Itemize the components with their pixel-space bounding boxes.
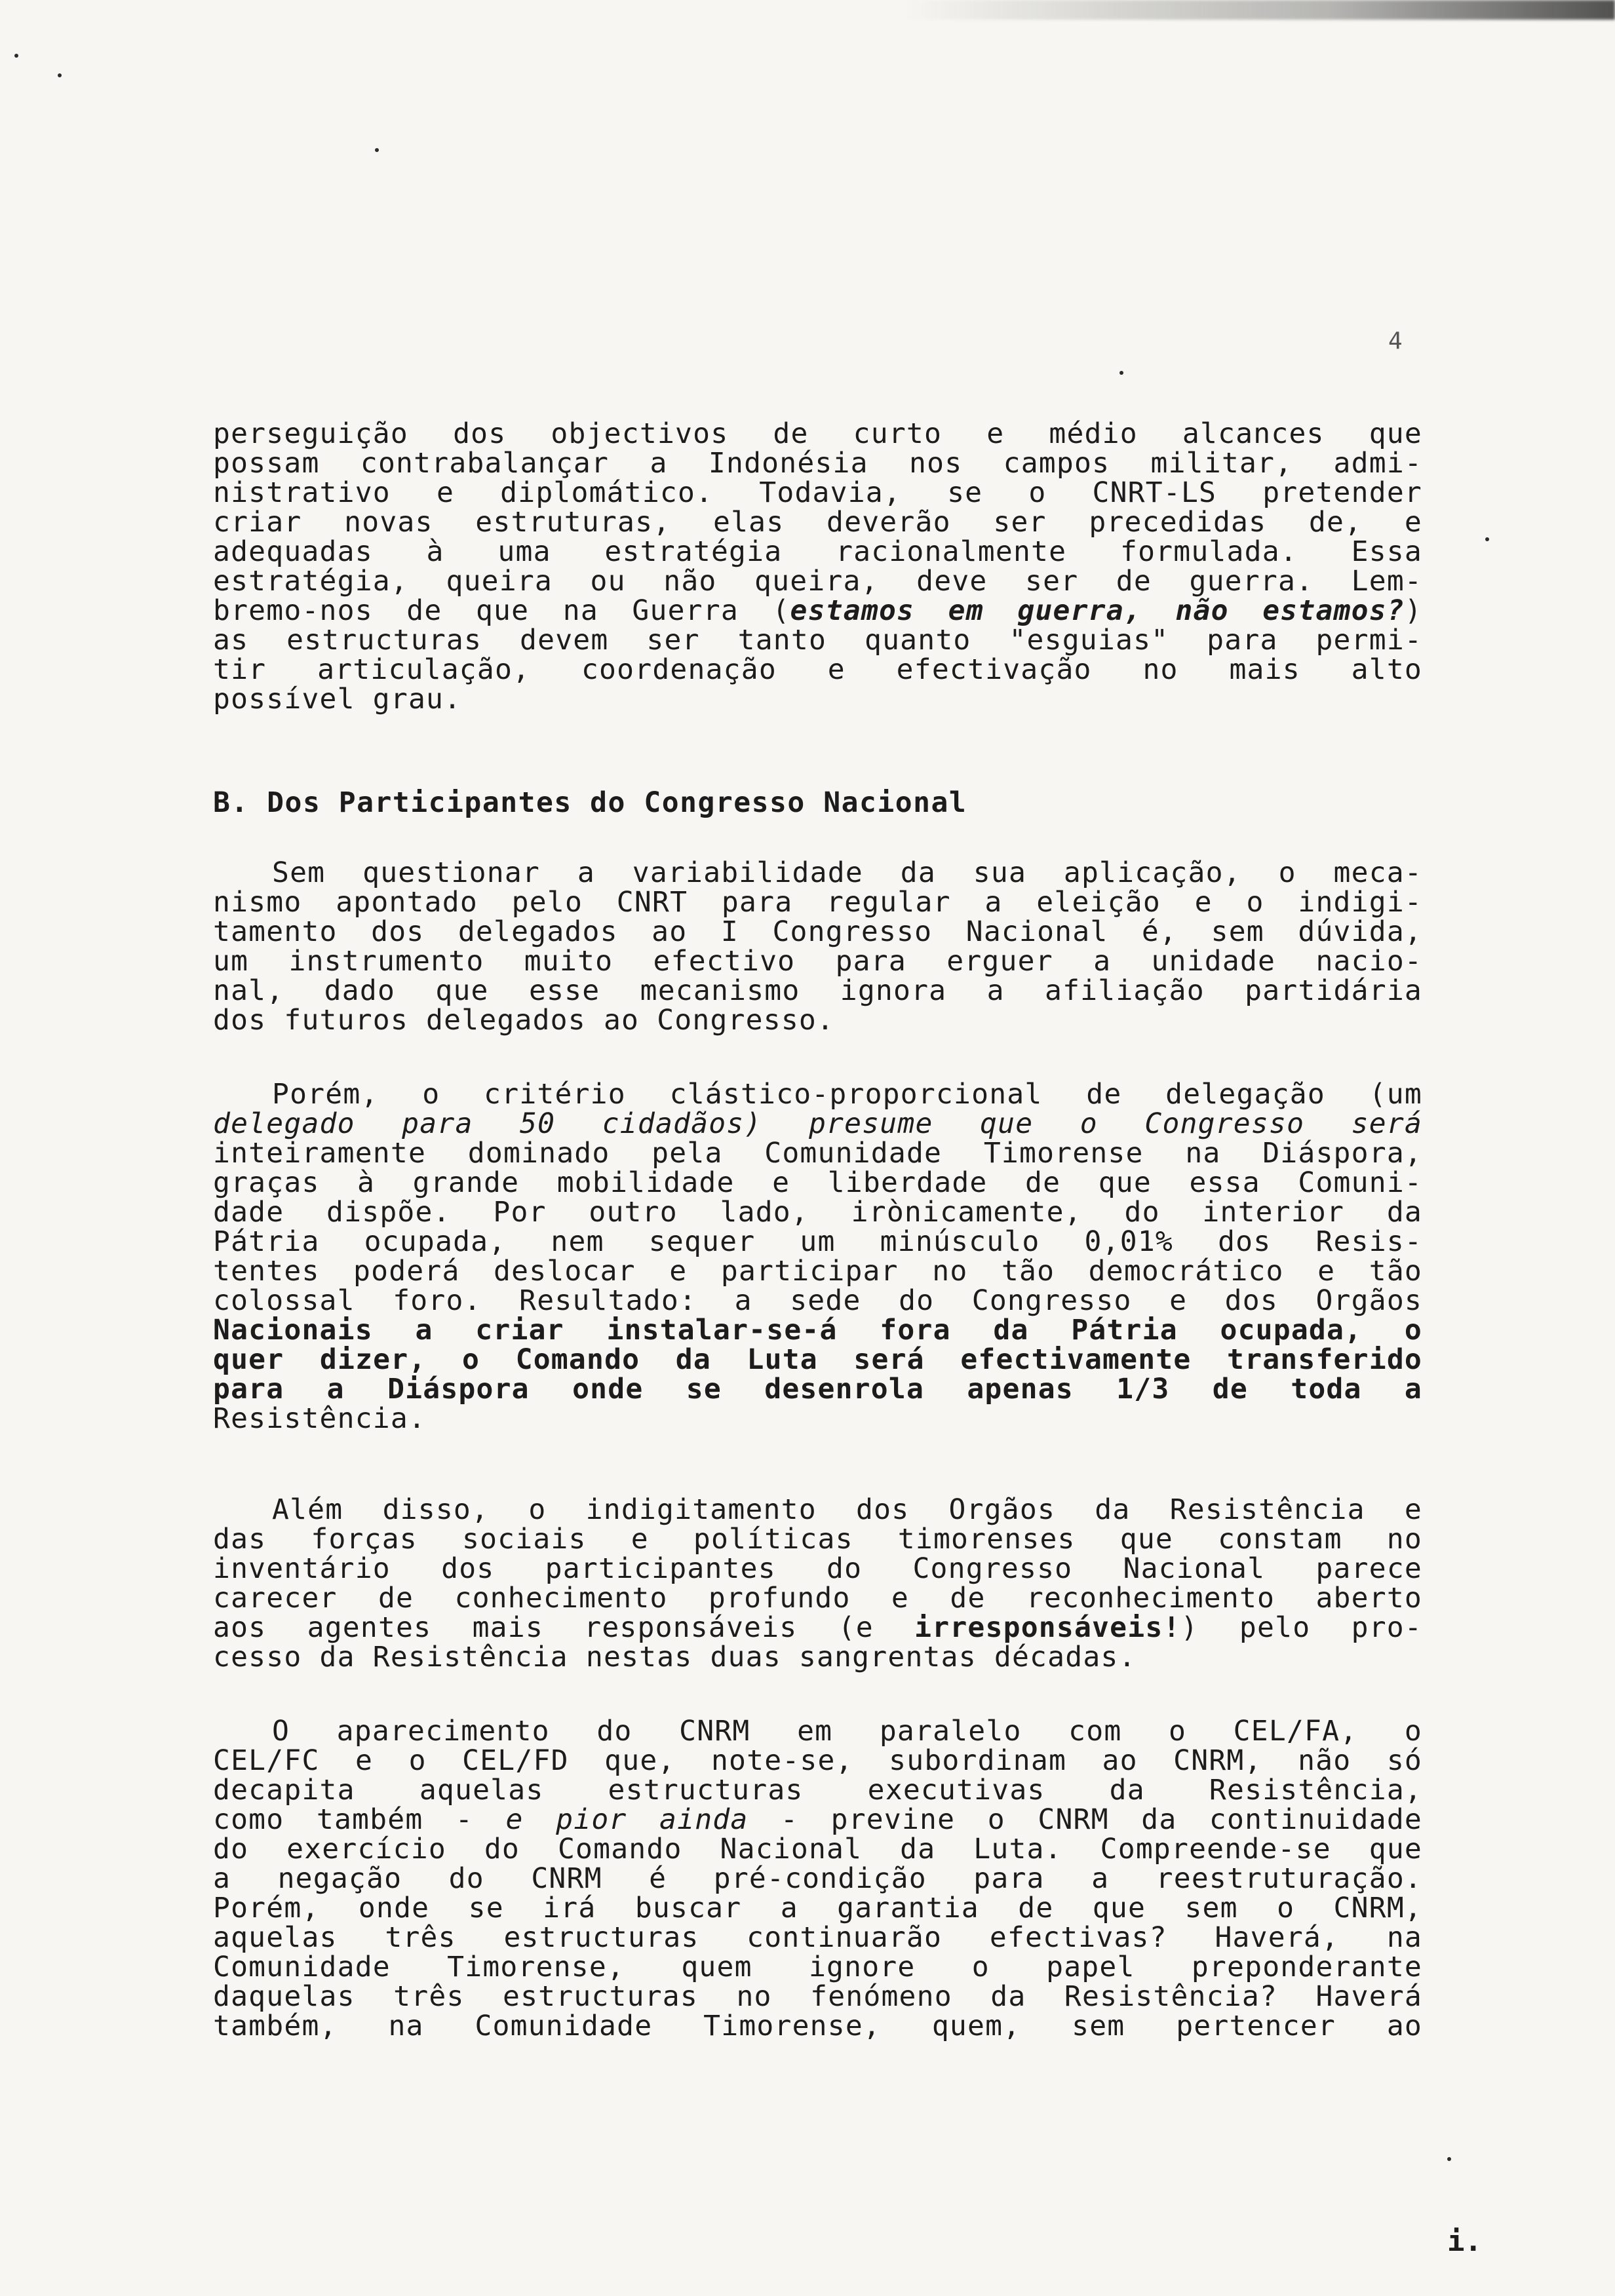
text-line: estratégia, queira ou não queira, deve ser de guerra. Lem- (213, 565, 1422, 598)
text-line: tentes poderá deslocar e participar no tão democrático e tão (213, 1255, 1422, 1288)
text-fragment: ) (1404, 594, 1422, 627)
scan-speck (14, 54, 18, 58)
text-line: também, na Comunidade Timorense, quem, sem pertencer ao (213, 2010, 1422, 2042)
text-line: possam contrabalançar a Indonésia nos campos militar, admi- (213, 447, 1422, 480)
text-line-italic-start: delegado para 50 cidadãos) presume que o Congresso será (213, 1107, 1422, 1140)
text-line: aquelas três estructuras continuarão efectivas? Haverá, na (213, 1921, 1422, 1954)
text-fragment: bremo-nos de que na Guerra ( (213, 594, 790, 627)
text-line: nal, dado que esse mecanismo ignora a afiliação partidária (213, 974, 1422, 1007)
text-line: do exercício do Comando Nacional da Luta. Compreende-se que (213, 1833, 1422, 1866)
text-fragment: como também - (213, 1803, 506, 1836)
text-line: nismo apontado pelo CNRT para regular a eleição e o indigi- (213, 886, 1422, 919)
text-line: Além disso, o indigitamento dos Orgãos da Resistência e (272, 1493, 1422, 1526)
text-line: possível grau. (213, 683, 462, 716)
italic-emphasis: e pior ainda (505, 1803, 749, 1836)
text-line: Porém, onde se irá buscar a garantia de que sem o CNRM, (213, 1892, 1422, 1924)
text-line-bold: Nacionais a criar instalar-se-á fora da Pátria ocupada, o (213, 1314, 1422, 1347)
italic-emphasis: estamos em guerra, não estamos? (790, 594, 1405, 627)
text-line: tir articulação, coordenação e efectivação no mais alto (213, 653, 1422, 686)
text-line: CEL/FC e o CEL/FD que, note-se, subordinam ao CNRM, não só (213, 1744, 1422, 1777)
text-line: tamento dos delegados ao I Congresso Nacional é, sem dúvida, (213, 915, 1422, 948)
text-fragment: - previne o CNRM da continuidade (748, 1803, 1422, 1836)
bold-emphasis: irresponsáveis! (914, 1611, 1181, 1644)
text-line-with-bold (213, 1613, 1422, 1643)
continuation-mark: i. (1447, 2225, 1482, 2258)
text-line: as estructuras devem ser tanto quanto "esguias" para permi- (213, 624, 1422, 657)
text-line-with-italic (213, 596, 1422, 626)
text-line-bold: para a Diáspora onde se desenrola apenas 1/3 de toda a (213, 1373, 1422, 1406)
text-line: adequadas à uma estratégia racionalmente formulada. Essa (213, 535, 1422, 568)
text-line: cesso da Resistência nestas duas sangrentas décadas. (213, 1641, 1137, 1674)
scan-speck (58, 73, 62, 77)
paragraph-criterion (213, 1080, 1422, 1434)
text-line: Comunidade Timorense, quem ignore o papel preponderante (213, 1951, 1422, 1983)
scan-artifact (905, 0, 1615, 20)
scan-speck (1119, 371, 1123, 375)
text-line-with-italic (213, 1805, 1422, 1835)
text-line: Resistência. (213, 1402, 427, 1435)
text-line: Porém, o critério clástico-proporcional de delegação (um (272, 1078, 1422, 1111)
paragraph-cnrm (213, 1717, 1422, 2041)
text-line-bold: quer dizer, o Comando da Luta será efectivamente transferido (213, 1343, 1422, 1376)
text-line: colossal foro. Resultado: a sede do Congresso e dos Orgãos (213, 1284, 1422, 1317)
text-line: um instrumento muito efectivo para erguer a unidade nacio- (213, 945, 1422, 978)
scan-speck (375, 148, 379, 152)
text-line: nistrativo e diplomático. Todavia, se o CNRT-LS pretender (213, 476, 1422, 509)
scan-speck (1447, 2157, 1451, 2161)
text-line: carecer de conhecimento profundo e de reconhecimento aberto (213, 1582, 1422, 1615)
section-heading: B. Dos Participantes do Congresso Nacional (213, 786, 967, 819)
text-fragment: ) pelo pro- (1180, 1611, 1422, 1644)
text-line: perseguição dos objectivos de curto e médio alcances que (213, 417, 1422, 450)
page-number: 4 (1388, 328, 1403, 354)
paragraph-indigitamento (213, 1495, 1422, 1672)
text-line: O aparecimento do CNRM em paralelo com o CEL/FA, o (272, 1715, 1422, 1748)
text-fragment: aos agentes mais responsáveis (e (213, 1611, 915, 1644)
text-line: Pátria ocupada, nem sequer um minúsculo 0,01% dos Resis- (213, 1225, 1422, 1258)
text-line: Sem questionar a variabilidade da sua aplicação, o meca- (272, 856, 1422, 889)
text-line: criar novas estruturas, elas deverão ser precedidas de, e (213, 506, 1422, 539)
text-line: decapita aquelas estructuras executivas da Resistência, (213, 1774, 1422, 1807)
paragraph-mechanism (213, 858, 1422, 1035)
text-line: dos futuros delegados ao Congresso. (213, 1004, 835, 1037)
text-line: a negação do CNRM é pré-condição para a reestruturação. (213, 1862, 1422, 1895)
paragraph-strategy (213, 419, 1422, 714)
text-line: graças à grande mobilidade e liberdade de que essa Comuni- (213, 1166, 1422, 1199)
text-line: das forças sociais e políticas timorenses que constam no (213, 1523, 1422, 1556)
text-line: dade dispõe. Por outro lado, irònicamente, do interior da (213, 1196, 1422, 1229)
scan-speck (1485, 537, 1489, 541)
text-line: daquelas três estructuras no fenómeno da Resistência? Haverá (213, 1980, 1422, 2013)
text-line: inteiramente dominado pela Comunidade Timorense na Diáspora, (213, 1137, 1422, 1170)
text-line: inventário dos participantes do Congresso Nacional parece (213, 1552, 1422, 1585)
